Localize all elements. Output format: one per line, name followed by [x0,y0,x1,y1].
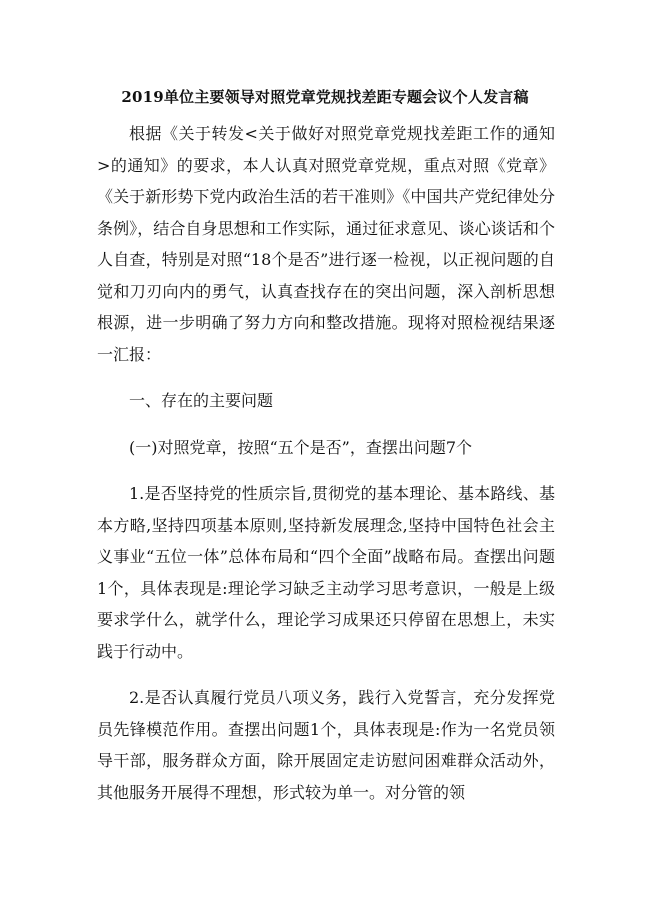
intro-paragraph: 根据《关于转发<关于做好对照党章党规找差距工作的通知>的通知》的要求，本人认真对照党章党规，重点对照《党章》《关于新形势下党内政治生活的若干准则》《中国共产党纪律处分条例》，结合自身思想和工作实际，通过征求意见、谈心谈话和个人自查，特别是对照“18个是否”进行逐一检视，以正视问题的自觉和刀刃向内的勇气，认真查找存在的突出问题，深入剖析思想根源，进一步明确了努力方向和整改措施。现将对照检视结果逐一汇报： [97,124,555,364]
document-title: 2019单位主要领导对照党章党规找差距专题会议个人发言稿 [121,88,529,106]
subsection-heading: (一)对照党章，按照“五个是否”，查摆出问题7个 [129,437,473,457]
section-heading: 一、存在的主要问题 [129,391,274,410]
item-paragraph-1: 1.是否坚持党的性质宗旨,贯彻党的基本理论、基本路线、基本方略,坚持四项基本原则,坚持新发展理念,坚持中国特色社会主义事业“五位一体”总体布局和“四个全面”战略布局。查摆出问题1个，具体表现是:理论学习缺乏主动学习思考意识，一般是上级要求学什么，就学什么，理论学习成果还只停留在思想上，未实践于行动中。 [97,484,555,661]
document-body [97,118,555,808]
item-paragraph-2: 2.是否认真履行党员八项义务，践行入党誓言，充分发挥党员先锋模范作用。查摆出问题1个，具体表现是:作为一名党员领导干部，服务群众方面，除开展固定走访慰问困难群众活动外，其他服务开展得不理想，形式较为单一。对分管的领 [97,688,555,802]
